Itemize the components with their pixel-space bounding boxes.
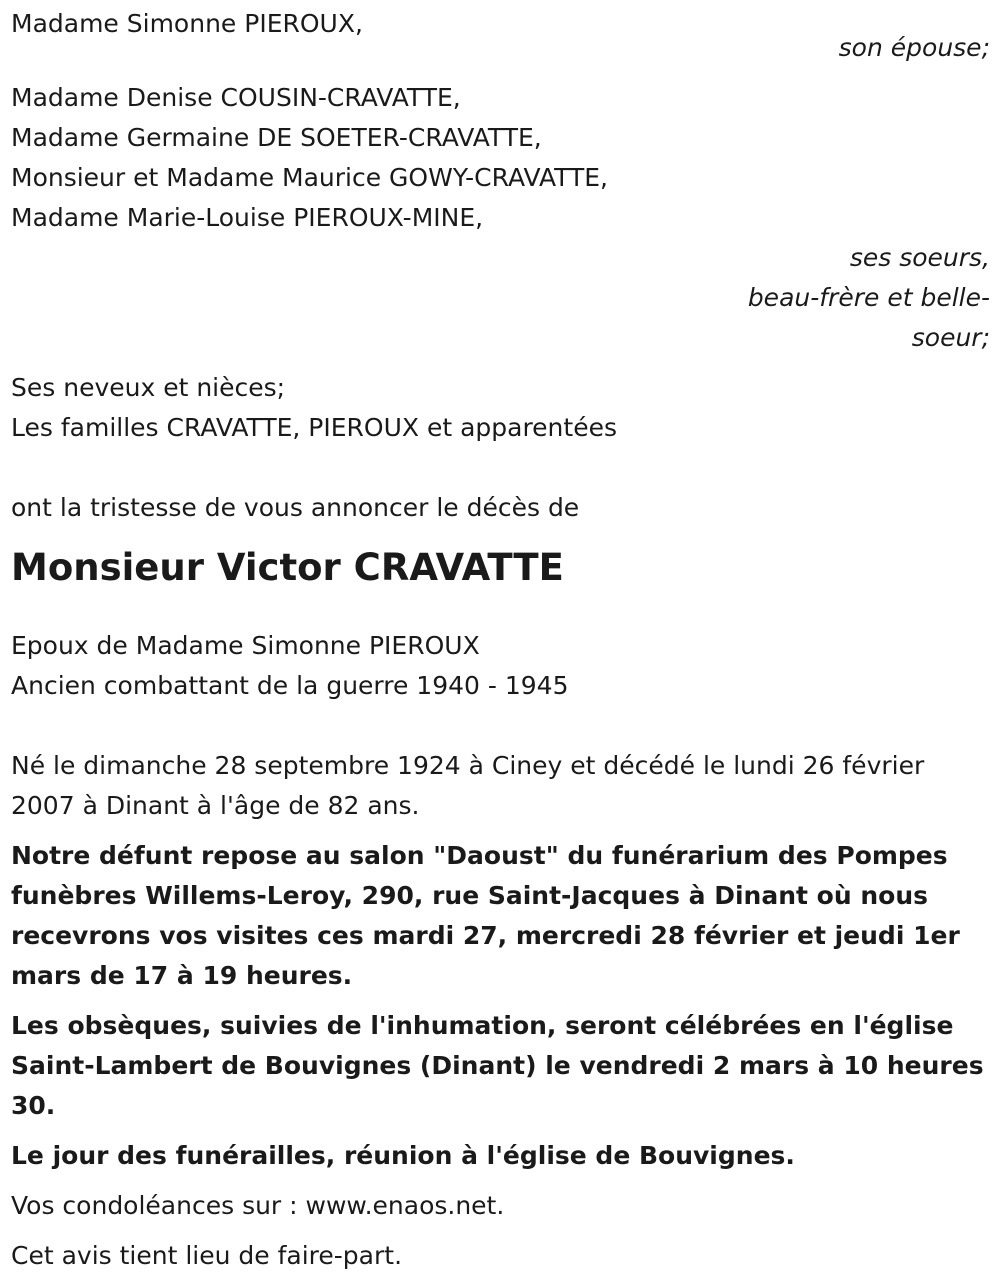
relation-line: soeur; xyxy=(911,323,990,352)
sibling-name: Madame Marie-Louise PIEROUX-MINE, xyxy=(11,203,484,232)
announcement-text: ont la tristesse de vous annoncer le décès de xyxy=(11,493,580,522)
relation-line: ses soeurs, xyxy=(849,243,990,272)
deceased-name: Monsieur Victor CRAVATTE xyxy=(11,546,564,589)
sibling-name: Madame Denise COUSIN-CRAVATTE, xyxy=(11,83,461,112)
sibling-name: Monsieur et Madame Maurice GOWY-CRAVATTE, xyxy=(11,163,608,192)
spouse-name: Madame Simonne PIEROUX, xyxy=(11,9,363,38)
birth-death-paragraph: Né le dimanche 28 septembre 1924 à Ciney et décédé le lundi 26 février 2007 à Dinant à l'âge de 82 ans. xyxy=(11,751,925,820)
deceased-veteran-line: Ancien combattant de la guerre 1940 - 1945 xyxy=(11,671,569,700)
meeting-paragraph: Le jour des funérailles, réunion à l'église de Bouvignes. xyxy=(11,1141,795,1170)
spouse-relation: son épouse; xyxy=(838,33,990,62)
notice-line: Cet avis tient lieu de faire-part. xyxy=(11,1241,403,1270)
siblings-list xyxy=(11,78,990,238)
visitation-paragraph: Notre défunt repose au salon "Daoust" du funérarium des Pompes funèbres Willems-Leroy, 290, rue Saint-Jacques à Dinant où nous recevrons vos visites ces mardi 27, mercredi 28 février et jeudi 1er mars de 17 à 19 heures. xyxy=(11,841,960,990)
nephews-line: Ses neveux et nièces; xyxy=(11,373,286,402)
deceased-spouse-line: Epoux de Madame Simonne PIEROUX xyxy=(11,631,480,660)
condolences-line: Vos condoléances sur : www.enaos.net. xyxy=(11,1191,505,1220)
relation-line: beau-frère et belle- xyxy=(747,283,990,312)
families-line: Les familles CRAVATTE, PIEROUX et apparentées xyxy=(11,413,617,442)
siblings-relation xyxy=(670,238,990,358)
funeral-paragraph: Les obsèques, suivies de l'inhumation, seront célébrées en l'église Saint-Lambert de Bouvignes (Dinant) le vendredi 2 mars à 10 heures 30. xyxy=(11,1011,984,1120)
sibling-name: Madame Germaine DE SOETER-CRAVATTE, xyxy=(11,123,542,152)
